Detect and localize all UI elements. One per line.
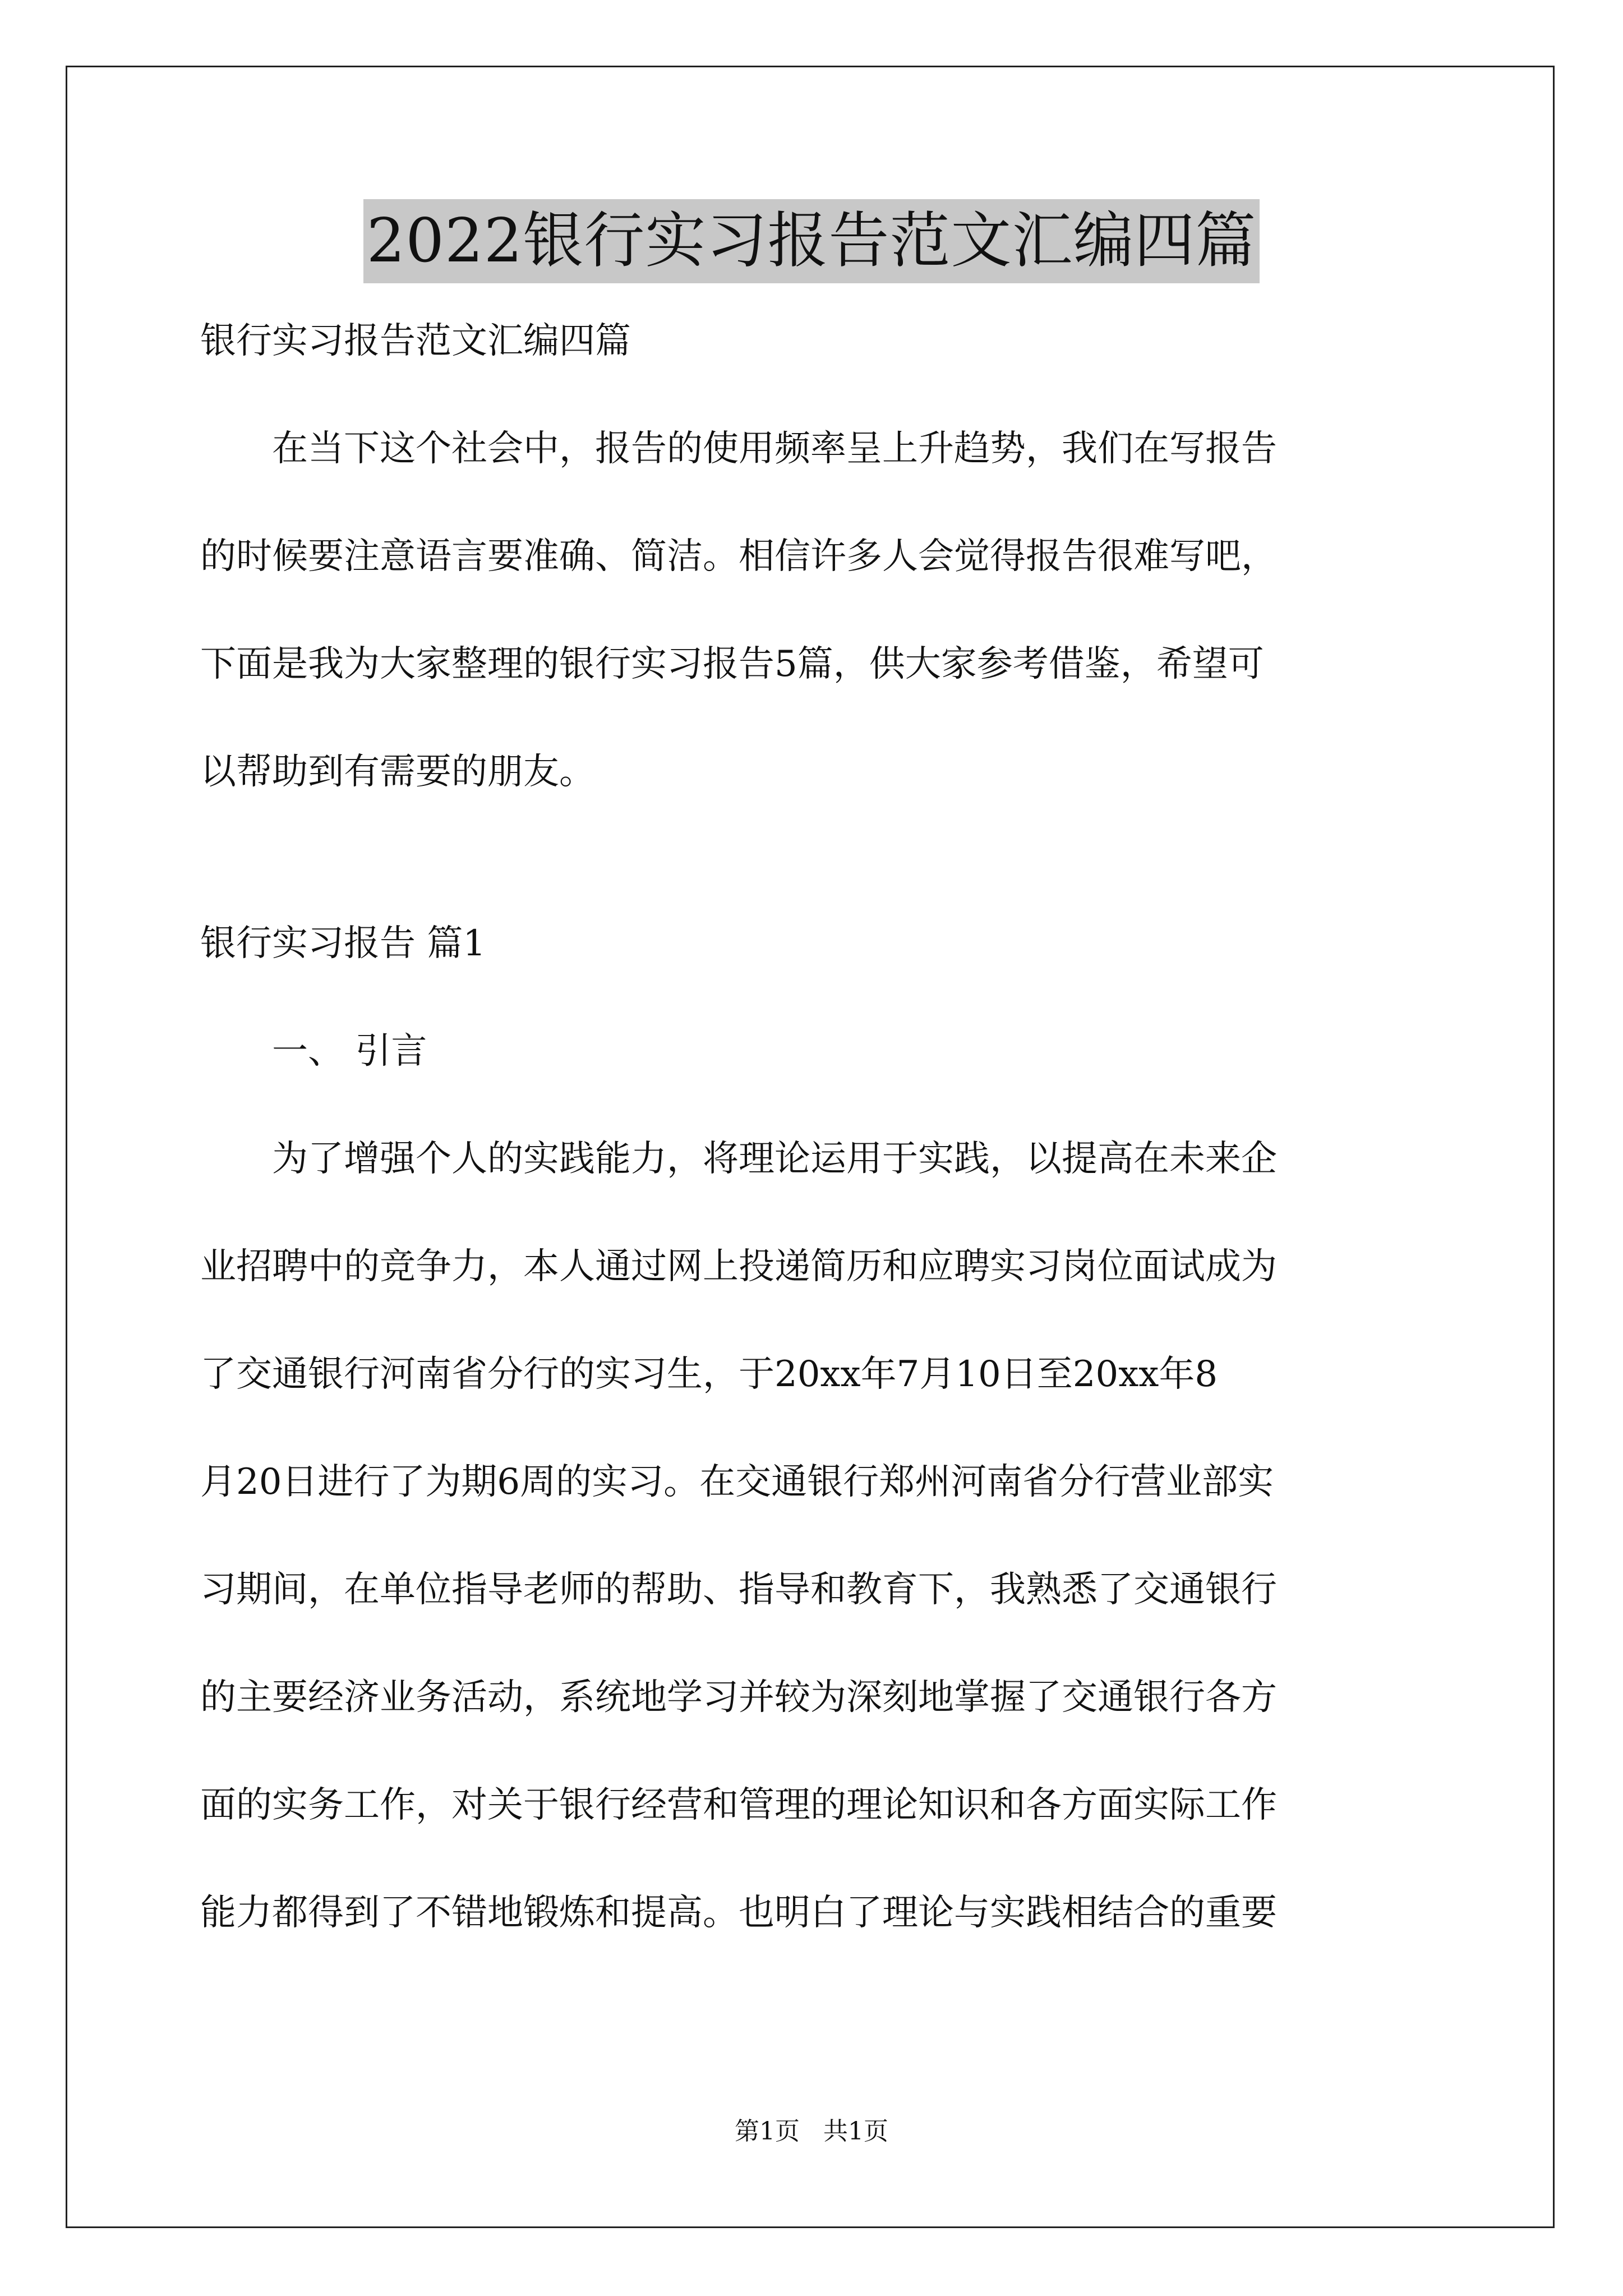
page-total: 共1页	[823, 2117, 888, 2146]
title-container	[0, 199, 1623, 283]
body-line: 了交通银行河南省分行的实习生，于20xx年7月10日至20xx年8	[200, 1354, 1218, 1395]
document-title: 2022银行实习报告范文汇编四篇	[363, 199, 1260, 283]
page-footer	[0, 2115, 1623, 2148]
body-line: 的主要经济业务活动，系统地学习并较为深刻地掌握了交通银行各方	[200, 1677, 1277, 1718]
section-heading: 银行实习报告 篇1	[200, 923, 486, 964]
intro-paragraph	[200, 422, 1434, 799]
body-line: 业招聘中的竞争力，本人通过网上投递简历和应聘实习岗位面试成为	[200, 1246, 1277, 1287]
section-subheading: 一、 引言	[200, 1030, 427, 1072]
body-line: 为了增强个人的实践能力，将理论运用于实践，以提高在未来企	[200, 1138, 1277, 1180]
body-line: 习期间，在单位指导老师的帮助、指导和教育下，我熟悉了交通银行	[200, 1569, 1277, 1611]
body-line: 能力都得到了不错地锻炼和提高。也明白了理论与实践相结合的重要	[200, 1892, 1277, 1934]
intro-line: 的时候要注意语言要准确、简洁。相信许多人会觉得报告很难写吧，	[200, 536, 1277, 577]
body-paragraph	[200, 1132, 1434, 1940]
intro-line: 下面是我为大家整理的银行实习报告5篇，供大家参考借鉴，希望可	[200, 643, 1264, 685]
intro-line: 以帮助到有需要的朋友。	[200, 751, 595, 793]
document-subtitle: 银行实习报告范文汇编四篇	[200, 320, 631, 362]
page-number: 第1页	[735, 2117, 800, 2146]
body-line: 月20日进行了为期6周的实习。在交通银行郑州河南省分行营业部实	[200, 1461, 1274, 1503]
document-body	[200, 314, 1434, 1994]
body-line: 面的实务工作，对关于银行经营和管理的理论知识和各方面实际工作	[200, 1784, 1277, 1826]
intro-line: 在当下这个社会中，报告的使用频率呈上升趋势，我们在写报告	[200, 428, 1277, 470]
